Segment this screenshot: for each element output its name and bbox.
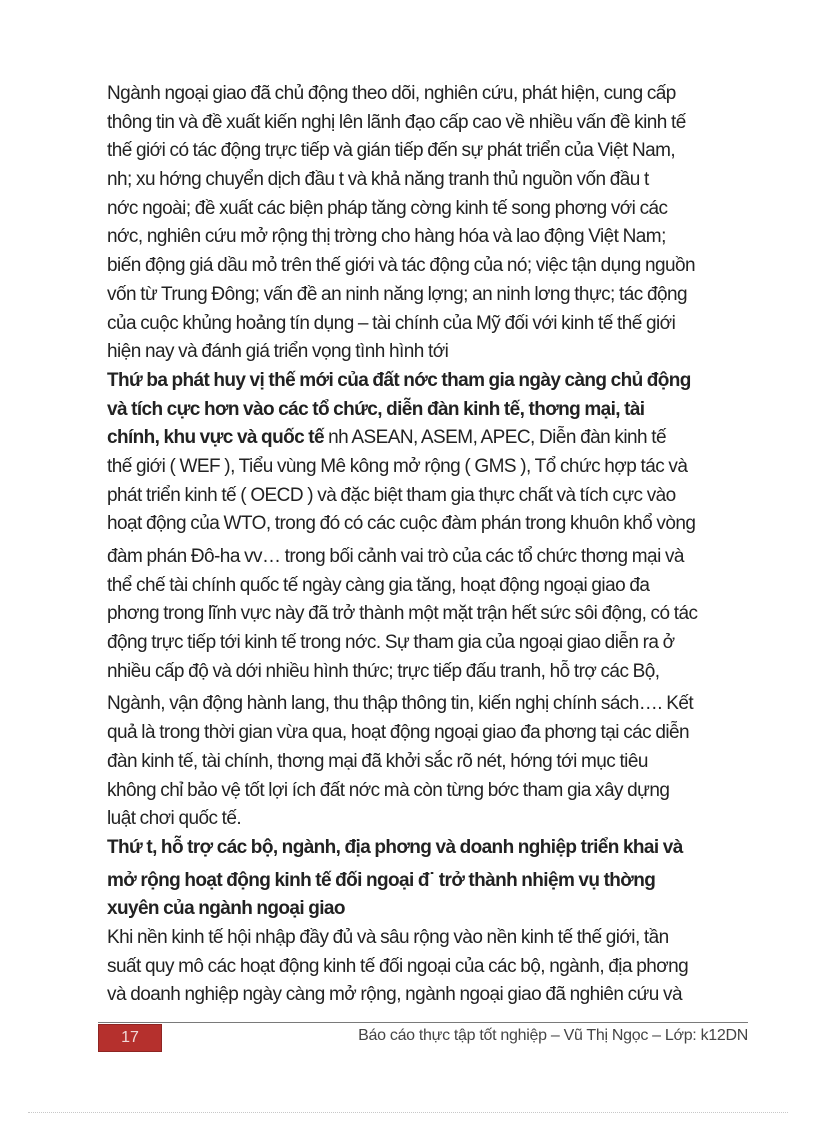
body-line: hoạt động của WTO, trong đó có các cuộc đàm phán trong khuôn khổ vòng (107, 513, 696, 535)
body-line: nớc, nghiên cứu mở rộng thị trờng cho hàng hóa và lao động Việt Nam; (107, 226, 666, 248)
body-line: thế giới ( WEF ), Tiểu vùng Mê kông mở rộng ( GMS ), Tổ chức hợp tác và (107, 455, 688, 477)
body-line: không chỉ bảo vệ tốt lợi ích đất nớc mà còn từng bớc tham gia xây dựng (107, 779, 670, 801)
section-heading-line: Thứ t, hỗ trợ các bộ, ngành, địa phơng và doanh nghiệp triển khai và (107, 836, 683, 858)
body-line: hiện nay và đánh giá triển vọng tình hình tới (107, 341, 449, 363)
body-line: Ngành, vận động hành lang, thu thập thông tin, kiến nghị chính sách…. Kết (107, 693, 694, 715)
mixed-line (107, 424, 747, 453)
footer-divider (98, 1022, 748, 1023)
body-line: đàn kinh tế, tài chính, thơng mại đã khởi sắc rõ nét, hớng tới mục tiêu (107, 750, 648, 772)
body-line: quả là trong thời gian vừa qua, hoạt động ngoại giao đa phơng tại các diễn (107, 722, 690, 744)
body-line: phát triển kinh tế ( OECD ) và đặc biệt tham gia thực chất và tích cực vào (107, 484, 676, 506)
body-line: thể chế tài chính quốc tế ngày càng gia tăng, hoạt động ngoại giao đa (107, 574, 650, 596)
body-line: đàm phán Đô-ha vv… trong bối cảnh vai trò của các tổ chức thơng mại và (107, 546, 684, 567)
body-line: phơng trong lĩnh vực này đã trở thành một mặt trận hết sức sôi động, có tác (107, 603, 698, 625)
document-body (107, 80, 747, 1010)
body-fragment: nh ASEAN, ASEM, APEC, Diễn đàn kinh tế (323, 427, 667, 449)
body-line: nh; xu hớng chuyển dịch đầu t và khả năng tranh thủ nguồn vốn đầu t (107, 169, 649, 191)
section-heading-line: và tích cực hơn vào các tổ chức, diễn đàn kinh tế, thơng mại, tài (107, 398, 645, 420)
body-line: luật chơi quốc tế. (107, 808, 242, 830)
body-line: động trực tiếp tới kinh tế trong nớc. Sự tham gia của ngoại giao diễn ra ở (107, 632, 675, 654)
section-heading-fragment: chính, khu vực và quốc tế (107, 427, 324, 449)
page-number: 17 (98, 1024, 162, 1052)
body-line: Ngành ngoại giao đã chủ động theo dõi, nghiên cứu, phát hiện, cung cấp (107, 83, 676, 104)
footer-caption: Báo cáo thực tập tốt nghiệp – Vũ Thị Ngọc – Lớp: k12DN (358, 1027, 748, 1044)
section-heading-line: xuyên của ngành ngoại giao (107, 898, 345, 920)
body-line: thông tin và đề xuất kiến nghị lên lãnh đạo cấp cao về nhiều vấn đề kinh tế (107, 111, 686, 133)
body-line: của cuộc khủng hoảng tín dụng – tài chính của Mỹ đối với kinh tế thế giới (107, 312, 676, 334)
body-line: nhiều cấp độ và dới nhiều hình thức; trực tiếp đấu tranh, hỗ trợ các Bộ, (107, 660, 660, 682)
page-footer (98, 1022, 748, 1052)
body-line: thế giới có tác động trực tiếp và gián tiếp đến sự phát triển của Việt Nam, (107, 140, 676, 162)
body-line: vốn từ Trung Đông; vấn đề an ninh năng lợng; an ninh lơng thực; tác động (107, 283, 688, 305)
body-line: suất quy mô các hoạt động kinh tế đối ngoại của các bộ, ngành, địa phơng (107, 955, 689, 977)
body-line: nớc ngoài; đề xuất các biện pháp tăng cờng kinh tế song phơng với các (107, 197, 668, 219)
body-line: biến động giá dầu mỏ trên thế giới và tác động của nó; việc tận dụng nguồn (107, 255, 696, 277)
page-bottom-dotted-rule (28, 1112, 788, 1113)
section-heading-line: Thứ ba phát huy vị thế mới của đất nớc tham gia ngày càng chủ động (107, 369, 691, 391)
body-line: và doanh nghiệp ngày càng mở rộng, ngành ngoại giao đã nghiên cứu và (107, 984, 682, 1006)
section-heading-line: mở rộng hoạt động kinh tế đối ngoại đ˙ trở thành nhiệm vụ thờng (107, 869, 656, 891)
body-line: Khi nền kinh tế hội nhập đầy đủ và sâu rộng vào nền kinh tế thế giới, tần (107, 926, 669, 948)
